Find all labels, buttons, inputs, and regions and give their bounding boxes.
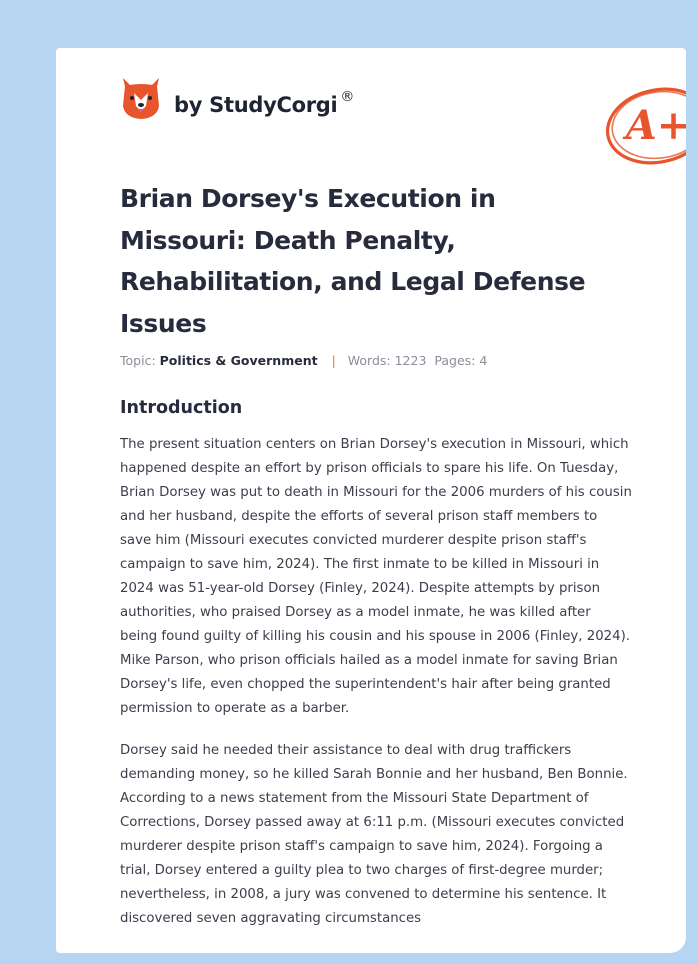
topic-link[interactable]: Politics & Government — [159, 353, 318, 368]
article-title: Brian Dorsey's Execution in Missouri: Death Penalty, Rehabilitation, and Legal Defense Issues — [120, 184, 586, 338]
corgi-logo-icon[interactable] — [121, 76, 161, 120]
word-count: Words: 1223 — [347, 353, 427, 368]
topic-label: Topic: — [120, 353, 156, 368]
a-plus-grade-stamp — [602, 85, 691, 167]
document-page — [56, 48, 691, 953]
brand-name[interactable] — [174, 89, 355, 117]
meta-separator: | — [331, 353, 336, 368]
article-meta — [120, 353, 487, 368]
page-count: Pages: 4 — [434, 353, 488, 368]
brand-text: by StudyCorgi — [174, 93, 338, 117]
paragraph: Dorsey said he needed their assistance to deal with drug traffickers demanding money, so he killed Sarah Bonnie and her husband, Ben Bonnie. According to a news statement from the Missouri State Department of Corrections, Dorsey passed away at 6:11 p.m. (Missouri executes convicted murderer despite prison staff's campaign to save him, 2024). Forgoing a trial, Dorsey entered a guilty plea to two charges of first-degree murder; nevertheless, in 2008, a jury was convened to determine his sentence. It discovered seven aggravating circumstances — [120, 743, 628, 926]
registered-mark: ® — [340, 89, 355, 105]
section-heading: Introduction — [120, 398, 243, 418]
header — [120, 74, 691, 149]
paragraph: The present situation centers on Brian Dorsey's execution in Missouri, which happened despite an effort by prison officials to spare his life. On Tuesday, Brian Dorsey was put to death in Missouri for the 2006 murders of his cousin and her husband, despite the efforts of several prison staff members to save him (Missouri executes convicted murderer despite prison staff's campaign to save him, 2024). The first inmate to be killed in Missouri in 2024 was 51-year-old Dorsey (Finley, 2024). Despite attempts by prison authorities, who praised Dorsey as a model inmate, he was killed after being found guilty of killing his cousin and his spouse in 2006 (Finley, 2024). Mike Parson, who prison officials hailed as a model inmate for saving Brian Dorsey's life, even chopped the superintendent's hair after being granted permission to operate as a barber. — [120, 437, 632, 716]
grade-text: A+ — [625, 102, 691, 149]
